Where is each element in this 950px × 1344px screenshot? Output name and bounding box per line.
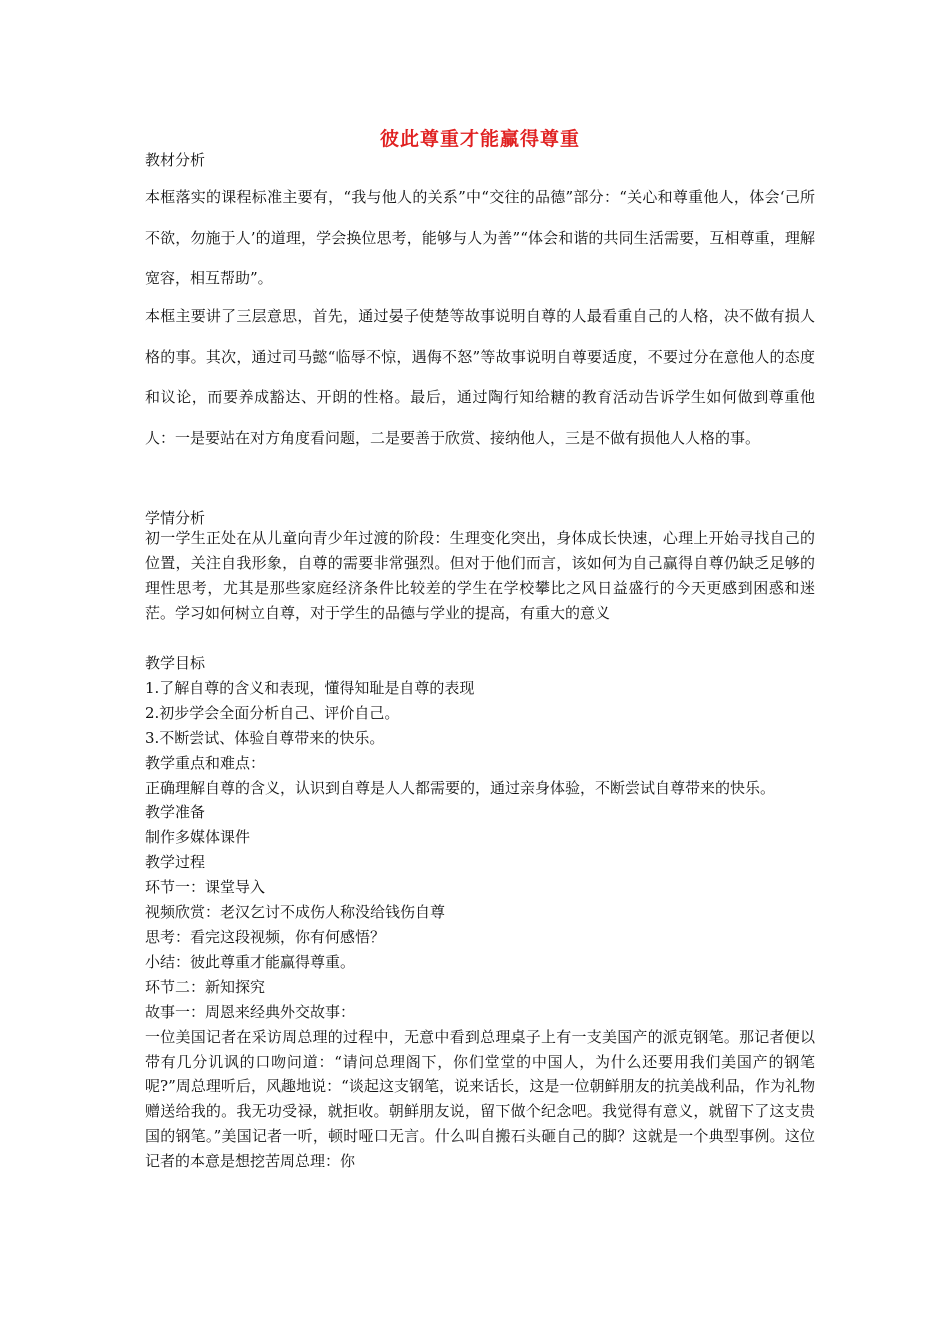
key-points-text: 正确理解自尊的含义，认识到自尊是人人都需要的，通过亲身体验，不断尝试自尊带来的快乐。 xyxy=(145,778,776,797)
section-heading-student-analysis: 学情分析 xyxy=(145,509,206,527)
paragraph-text: 本框主要讲了三层意思，首先，通过晏子使楚等故事说明自尊的人最看重自己的人格，决不做有损人格的事。其次，通过司马懿“临辱不惊，遇侮不怒”等故事说明自尊要适度，不要过分在意他人的态度和议论，而要养成豁达、开朗的性格。最后，通过陶行知给糖的教育活动告诉学生如何做到尊重他人：一是要站在对方角度看问题，二是要善于欣赏、接纳他人，三是不做有损他人人格的事。 xyxy=(145,307,815,447)
story-one-text: 一位美国记者在采访周总理的过程中，无意中看到总理桌子上有一支美国产的派克钢笔。那记者便以带有几分讥讽的口吻问道：“请问总理阁下，你们堂堂的中国人，为什么还要用我们美国产的钢笔呢?”周总理听后，风趣地说：“谈起这支钢笔，说来话长，这是一位朝鲜朋友的抗美战利品，作为礼物赠送给我的。我无功受禄，就拒收。朝鲜朋友说，留下做个纪念吧。我觉得有意义，就留下了这支贵国的钢笔。”美国记者一听，顿时哑口无言。什么叫自搬石头砸自己的脚？这就是一个典型事例。这位记者的本意是想挖苦周总理：你 xyxy=(145,1027,815,1171)
heading-key-points: 教学重点和难点： xyxy=(145,753,266,772)
paragraph-curriculum-standards xyxy=(145,177,815,299)
heading-teaching-objectives: 教学目标 xyxy=(145,654,206,672)
paragraph-student-analysis xyxy=(145,526,815,626)
objective-item-1: 1.了解自尊的含义和表现，懂得知耻是自尊的表现 xyxy=(145,678,475,697)
video-appreciation: 视频欣赏：老汉乞讨不成伤人称没给钱伤自尊 xyxy=(145,903,446,922)
objective-item-3: 3.不断尝试、体验自尊带来的快乐。 xyxy=(145,728,385,747)
story-one-heading: 故事一：周恩来经典外交故事： xyxy=(145,1002,356,1021)
summary-text: 小结：彼此尊重才能赢得尊重。 xyxy=(145,952,356,971)
paragraph-content-overview xyxy=(145,296,815,458)
paragraph-text: 本框落实的课程标准主要有，“我与他人的关系”中“交往的品德”部分：“关心和尊重他人，体会‘己所不欲，勿施于人’的道理，学会换位思考，能够与人为善”“体会和谐的共同生活需要，互相尊重，理解宽容，相互帮助”。 xyxy=(145,188,815,287)
document-title: 彼此尊重才能赢得尊重 xyxy=(379,128,580,150)
step-two-heading: 环节二：新知探究 xyxy=(145,977,266,996)
section-heading-material-analysis: 教材分析 xyxy=(145,151,206,169)
objective-item-2: 2.初步学会全面分析自己、评价自己。 xyxy=(145,703,400,722)
step-one-heading: 环节一：课堂导入 xyxy=(145,878,266,897)
heading-preparation: 教学准备 xyxy=(145,803,206,822)
heading-teaching-process: 教学过程 xyxy=(145,853,206,872)
lesson-plan-body xyxy=(145,651,815,1174)
reflection-question: 思考：看完这段视频，你有何感悟？ xyxy=(145,927,386,946)
paragraph-text: 初一学生正处在从儿童向青少年过渡的阶段：生理变化突出，身体成长快速，心理上开始寻找自己的位置，关注自我形象，自尊的需要非常强烈。但对于他们而言，该如何为自己赢得自尊仍缺乏足够的理性思考，尤其是那些家庭经济条件比较差的学生在学校攀比之风日益盛行的今天更感到困惑和迷茫。学习如何树立自尊，对于学生的品德与学业的提高，有重大的意义 xyxy=(145,529,815,622)
preparation-text: 制作多媒体课件 xyxy=(145,828,251,847)
